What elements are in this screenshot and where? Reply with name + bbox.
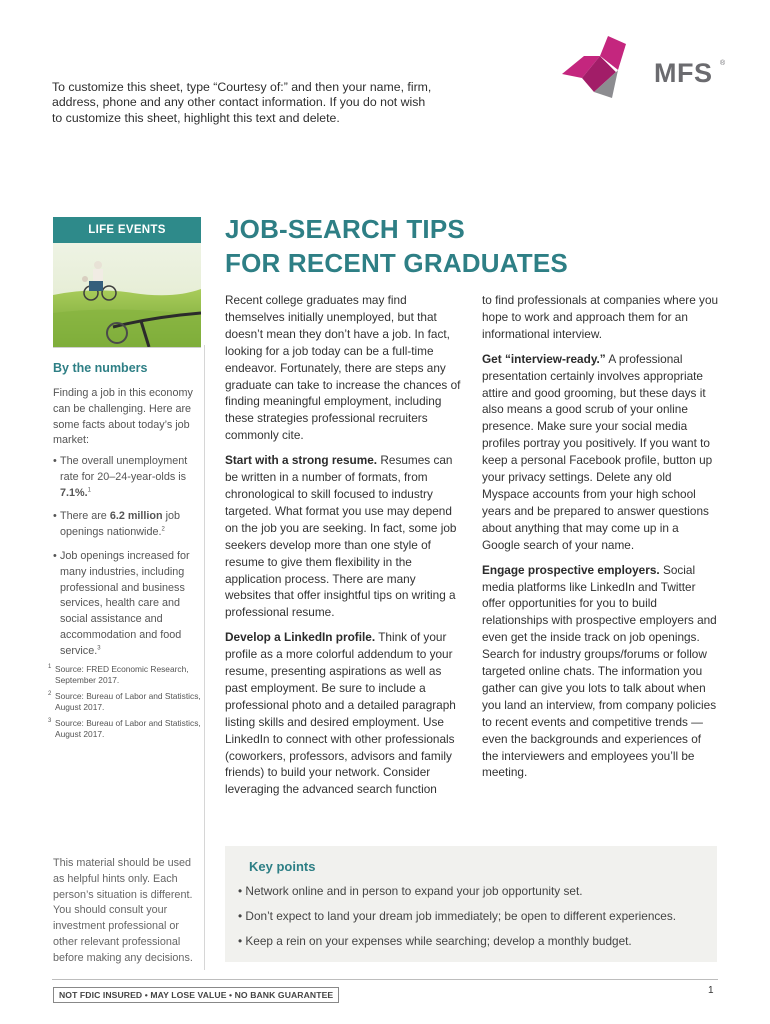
disclaimer-text: This material should be used as helpful hints only. Each person’s situation is different. You should consult your investment professional or other relevant professional before making any decisions. [53, 857, 193, 964]
fact-text: There are [60, 510, 110, 523]
linkedin-paragraph [225, 629, 461, 798]
logo-wordmark: MFS [654, 58, 713, 88]
facts-list [53, 454, 201, 668]
life-events-banner: LIFE EVENTS [53, 217, 201, 243]
linkedin-continued: to find professionals at companies where you hope to work and approach them for an informational interview. [482, 293, 719, 341]
resume-heading: Start with a strong resume. [225, 453, 378, 468]
title-line-1: JOB-SEARCH TIPS [225, 214, 465, 244]
fact-text-end: job openings nationwide. [60, 510, 181, 539]
sidebar-divider [53, 347, 201, 348]
interview-paragraph [482, 351, 720, 554]
key-point-text: Keep a rein on your expenses while searching; develop a monthly budget. [245, 933, 632, 948]
engage-paragraph [482, 562, 720, 782]
key-point-text: Network online and in person to expand your job opportunity set. [245, 884, 583, 898]
footer-rule [52, 979, 718, 980]
registered-mark: ® [720, 60, 726, 67]
body-column-1 [225, 292, 461, 806]
body-column-2 [482, 292, 720, 789]
by-the-numbers-intro: Finding a job in this economy can be challenging. Here are some facts about today’s job market: [53, 387, 193, 447]
cyclist-in-field-photo [53, 243, 201, 347]
key-points-heading: Key points [249, 859, 316, 874]
key-point-item: • Keep a rein on your expenses while searching; develop a monthly budget. [238, 933, 632, 948]
key-point-item: • Don’t expect to land your dream job immediately; be open to different experiences. [238, 908, 677, 923]
linkedin-heading: Develop a LinkedIn profile. [225, 630, 376, 645]
source-text: Source: Bureau of Labor and Statistics, August 2017. [55, 718, 201, 739]
engage-heading: Engage prospective employers. [482, 562, 660, 577]
interview-heading: Get “interview-ready.” [482, 351, 606, 366]
fact-item [53, 509, 201, 541]
fact-text: Job openings increased for many industries, including professional and business services, health care and social assistance and accommodation and food service. [60, 549, 190, 657]
title-line-2: FOR RECENT GRADUATES [225, 248, 568, 278]
fact-item [53, 454, 201, 501]
footnote-ref: 3 [97, 645, 101, 652]
bullet-dot: • [53, 510, 57, 523]
fdic-notice: NOT FDIC INSURED • MAY LOSE VALUE • NO BANK GUARANTEE [53, 987, 339, 1003]
bullet-dot: • [53, 455, 57, 467]
page-number: 1 [708, 985, 714, 996]
key-points-list [238, 883, 708, 957]
bullet-dot: • [53, 549, 57, 562]
fact-highlight: 6.2 million [109, 510, 163, 523]
footnote-ref: 2 [161, 526, 165, 533]
footnote-ref: 1 [87, 487, 91, 493]
resume-text: Resumes can be written in a number of formats, from chronological to skill focused to industry targeted. What format you use may depend on the job you are seeking. In fact, some job seekers develop more than one style of resume to give them flexibility in the application process. There are many websites that offer insightful tips on writing a professional resume. [225, 453, 457, 620]
key-point-item: • Network online and in person to expand your job opportunity set. [238, 884, 583, 898]
logo-mark [562, 36, 626, 98]
linkedin-text: Think of your profile as a more colorful addendum to your resume, presenting aspirations as well as past employment. Be sure to include a professional photo and a detailed paragraph listing skills and desired employment. Use LinkedIn to connect with other professionals (coworkers, professors, advisors and family friends) to build your network. Consider leveraging the advanced search function [225, 630, 456, 797]
resume-paragraph [225, 452, 461, 621]
engage-text: Social media platforms like LinkedIn and Twitter offer opportunities for you to build relationships with prospective employers and even get the inside track on job openings. Search for industry groups/forums or follow targeted online chats. The information you gather can give you lots to talk about when you land an interview, from company policies to recent events and competitive trends — even the backgrounds and experiences of the interviewers and employees you’ll be meeting. [482, 562, 717, 780]
customize-instructions: To customize this sheet, type “Courtesy of:” and then your name, firm, address, phone and any other contact information. If you do not wish to customize this sheet, highlight this text and delete. [52, 80, 432, 125]
fact-text-end: . [84, 486, 88, 499]
source-item: 3 Source: Bureau of Labor and Statistics, August 2017. [48, 718, 201, 739]
intro-paragraph: Recent college graduates may find themselves initially unemployed, but that doesn’t mean they don’t have a job. In fact, looking for a job today can be a full-time endeavor. Fortunately, there are steps any graduate can take to increase the chances of finding meaningful employment, including these strategies professional recruiters commonly cite. [225, 293, 461, 443]
sidebar-vertical-rule [204, 345, 205, 970]
fact-highlight: 7.1% [60, 486, 85, 499]
source-text: Source: FRED Economic Research, September 2017. [55, 664, 189, 685]
source-item: 2 Source: Bureau of Labor and Statistics, August 2017. [48, 691, 201, 712]
sources-list [48, 664, 208, 745]
fact-text: The overall unemployment rate for 20–24-year-olds is [60, 455, 188, 483]
page-title [225, 212, 568, 280]
source-text: Source: Bureau of Labor and Statistics, August 2017. [55, 691, 201, 712]
interview-text: A professional presentation certainly involves appropriate attire and good grooming, but these days it also means a good scrub of your online presence. Make sure your social media profiles portray you positively. If you want to keep a personal Facebook profile, button up your privacy settings. Delete any old Myspace accounts from your high school years and be prepared to answer questions about anything that may come up in a Google search of your name. [482, 351, 713, 552]
fact-item [53, 549, 201, 660]
key-point-text: Don’t expect to land your dream job immediately; be open to different experiences. [245, 908, 677, 923]
by-the-numbers-heading: By the numbers [53, 361, 148, 375]
source-item: 1 Source: FRED Economic Research, September 2017. [48, 664, 189, 685]
